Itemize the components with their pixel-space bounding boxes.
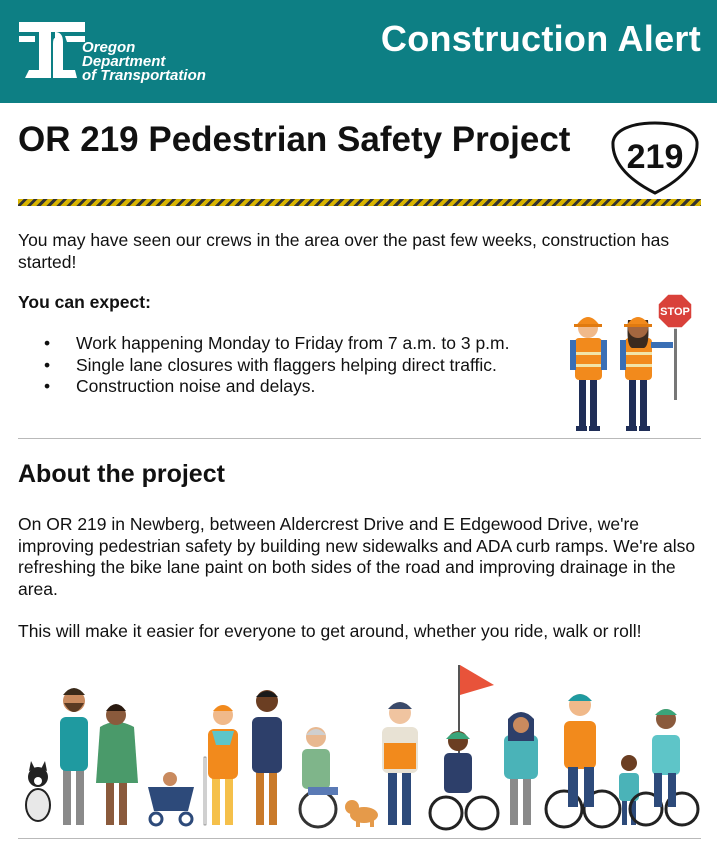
dog-icon bbox=[26, 761, 50, 821]
child-icon bbox=[619, 755, 639, 825]
stop-sign-text: STOP bbox=[660, 306, 690, 318]
header-banner bbox=[0, 0, 717, 103]
org-line-1: Oregon bbox=[82, 39, 136, 56]
section-divider bbox=[18, 438, 701, 439]
person-4-icon bbox=[252, 690, 282, 825]
list-item: • Construction noise and delays. bbox=[44, 376, 509, 398]
community-illustration bbox=[18, 657, 701, 835]
intro-paragraph: You may have seen our crews in the area over the past few weeks, construction has started! bbox=[18, 230, 670, 272]
stroller-icon bbox=[148, 772, 194, 825]
cyclist-1-icon bbox=[546, 694, 620, 827]
about-paragraph-1: On OR 219 in Newberg, between Aldercrest Drive and E Edgewood Drive, we're improving pedestrian safety by building new sidewalks and ADA curb ramps. We're also refreshing the bike lane paint on both sides of the road and improving drainage in the area. bbox=[18, 514, 696, 599]
odot-logo-icon bbox=[17, 18, 87, 82]
page-title: OR 219 Pedestrian Safety Project bbox=[18, 120, 571, 159]
corgi-icon bbox=[345, 800, 378, 827]
about-heading: About the project bbox=[18, 460, 225, 488]
wheelchair-user-icon bbox=[300, 727, 338, 827]
person-1-icon bbox=[60, 688, 88, 825]
expect-label: You can expect: bbox=[18, 292, 151, 312]
person-3-icon bbox=[204, 705, 238, 825]
hazard-stripe-divider bbox=[18, 199, 701, 206]
org-name bbox=[82, 41, 206, 83]
person-5-icon bbox=[382, 702, 418, 825]
org-line-3: of Transportation bbox=[82, 67, 206, 84]
cyclist-2-icon bbox=[630, 709, 698, 825]
person-6-icon bbox=[504, 712, 538, 825]
flag-bike-rider-icon bbox=[430, 665, 498, 829]
about-paragraph-2: This will make it easier for everyone to get around, whether you ride, walk or roll! bbox=[18, 621, 642, 641]
person-2-icon bbox=[96, 704, 138, 825]
route-number: 219 bbox=[626, 138, 684, 176]
list-item: • Single lane closures with flaggers helping direct traffic. bbox=[44, 355, 509, 377]
route-219-shield-icon bbox=[609, 120, 701, 196]
org-line-2: Department bbox=[82, 53, 166, 70]
flagger-workers-illustration bbox=[562, 290, 702, 435]
construction-alert-title: Construction Alert bbox=[380, 18, 701, 59]
bottom-divider bbox=[18, 838, 701, 839]
list-item: • Work happening Monday to Friday from 7 a.m. to 3 p.m. bbox=[44, 333, 509, 355]
worker-1-icon bbox=[570, 317, 607, 431]
expect-list bbox=[44, 333, 509, 398]
worker-2-icon bbox=[620, 317, 673, 431]
